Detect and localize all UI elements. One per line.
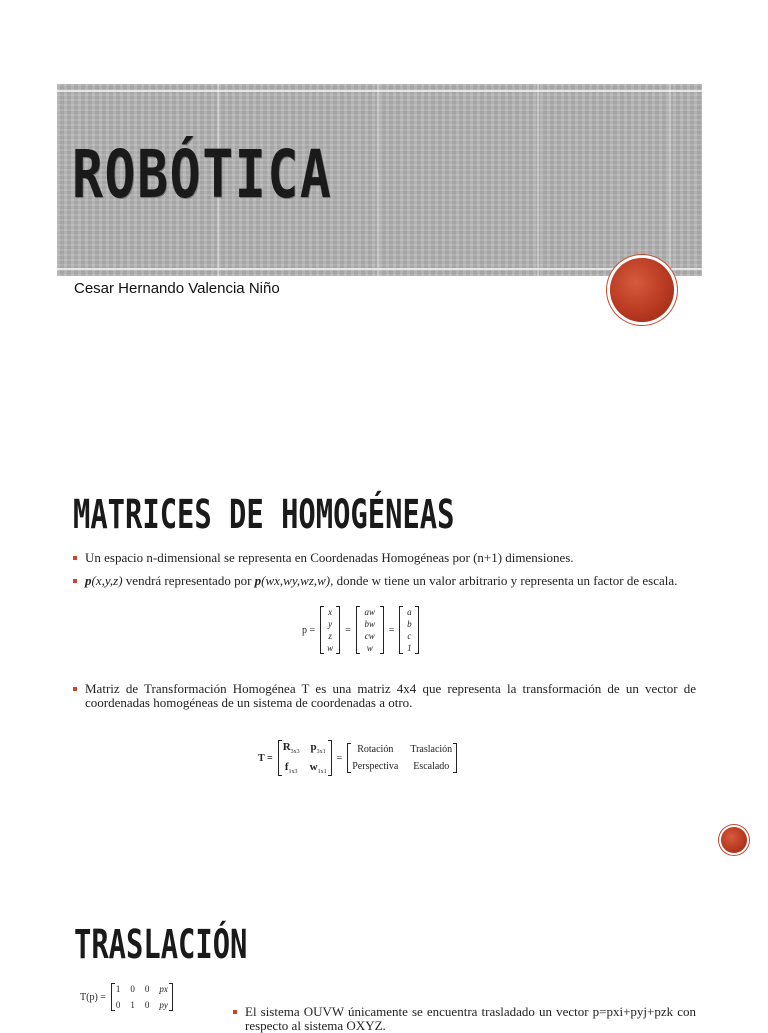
math-symbol: p (254, 573, 262, 588)
equation-lhs: T = (258, 752, 273, 764)
slide-heading: TRASLACIÓN (74, 922, 248, 968)
matrix-cell: x (328, 607, 333, 617)
matrix-symbol: f (284, 761, 289, 774)
equals-sign: = (336, 752, 343, 764)
matrix-cell: c (407, 631, 412, 641)
matrix-cell (310, 761, 327, 775)
title-slide (0, 0, 768, 440)
matrix-cell: w (366, 643, 373, 653)
matrix-cell: z (328, 631, 332, 641)
matrix-cell (283, 761, 300, 775)
matrix-subscript: 3x3 (290, 749, 300, 756)
author-name: Cesar Hernando Valencia Niño (74, 280, 280, 297)
matrix-cell: 1 (130, 1000, 135, 1010)
matrix-cell: y (328, 619, 333, 629)
matrix (356, 606, 384, 654)
matrix-cell: Escalado (413, 761, 450, 773)
band-seam (377, 84, 379, 276)
matrix-cell: 1 (407, 643, 412, 653)
decorative-circle-icon (610, 258, 674, 322)
matrix-cell: b (407, 619, 412, 629)
equation-lhs: T(p) = (80, 991, 106, 1003)
matrix-cell: 0 (144, 1000, 150, 1010)
matrix-cell: bw (364, 619, 376, 629)
matrix-subscript: 1x1 (317, 769, 327, 776)
translation-matrix-equation (78, 983, 176, 1011)
matrix-cell (283, 741, 300, 755)
matrix-cell: aw (364, 607, 376, 617)
equals-sign: = (345, 624, 351, 636)
matrix-cell: cw (364, 631, 375, 641)
matrix (111, 983, 173, 1011)
matrix-symbol: p (310, 741, 317, 753)
slide-title: ROBÓTICA (72, 136, 333, 213)
bullet-list (72, 682, 696, 710)
matrix (399, 606, 419, 654)
matrix-cell: 0 (115, 1000, 121, 1010)
matrix (320, 606, 340, 654)
band-seam (537, 84, 539, 276)
bullet-list (72, 551, 696, 565)
matrix-cell: 0 (130, 984, 135, 994)
matrix-cell: px (159, 984, 168, 994)
equation-lhs: p = (302, 624, 316, 636)
bullet-item (72, 574, 696, 588)
band-seam (669, 84, 671, 276)
matrix-cell: Rotación (357, 744, 394, 756)
bullet-item: El sistema OUVW únicamente se encuentra trasladado un vector p=pxi+pyj+pzk con respecto al sistema OXYZ. (232, 1005, 696, 1033)
decorative-circle-icon (721, 827, 747, 853)
matrix-cell: Traslación (410, 744, 453, 756)
matrix-cell: Perspectiva (352, 761, 399, 773)
matrix (347, 743, 457, 773)
matrix-cell (310, 741, 327, 755)
matrix-subscript: 1x3 (288, 769, 298, 776)
bullet-item: Matriz de Transformación Homogénea T es una matriz 4x4 que representa la transformación de un vector de coordenadas homogéneas de un sistema de coordenadas a otro. (72, 682, 696, 710)
math-args: (wx,wy,wz,w) (261, 573, 331, 588)
matrix-cell: 0 (144, 984, 150, 994)
matrix-subscript: 3x1 (316, 749, 326, 756)
math-symbol: p (85, 573, 92, 588)
bullet-list (232, 1005, 696, 1033)
transform-matrix-equation (256, 740, 460, 776)
homogeneous-matrices-slide (0, 460, 768, 880)
equals-sign: = (388, 624, 395, 636)
slide-heading: MATRICES DE HOMOGÉNEAS (73, 492, 455, 538)
matrix (278, 740, 332, 776)
matrix-symbol: R (282, 741, 291, 753)
bullet-list (72, 574, 696, 588)
bullet-text: , donde w tiene un valor arbitrario y representa un factor de escala. (330, 573, 678, 588)
bullet-text: vendrá representado por (122, 573, 255, 588)
bullet-item: Un espacio n-dimensional se representa en Coordenadas Homogéneas por (n+1) dimensiones. (72, 551, 696, 565)
vector-p-equation (300, 606, 422, 654)
matrix-symbol: w (309, 761, 318, 774)
matrix-cell: a (407, 607, 412, 617)
math-args: (x,y,z) (91, 573, 123, 588)
matrix-cell: 1 (115, 984, 121, 994)
matrix-cell: w (327, 643, 334, 653)
matrix-cell: py (159, 1000, 168, 1010)
